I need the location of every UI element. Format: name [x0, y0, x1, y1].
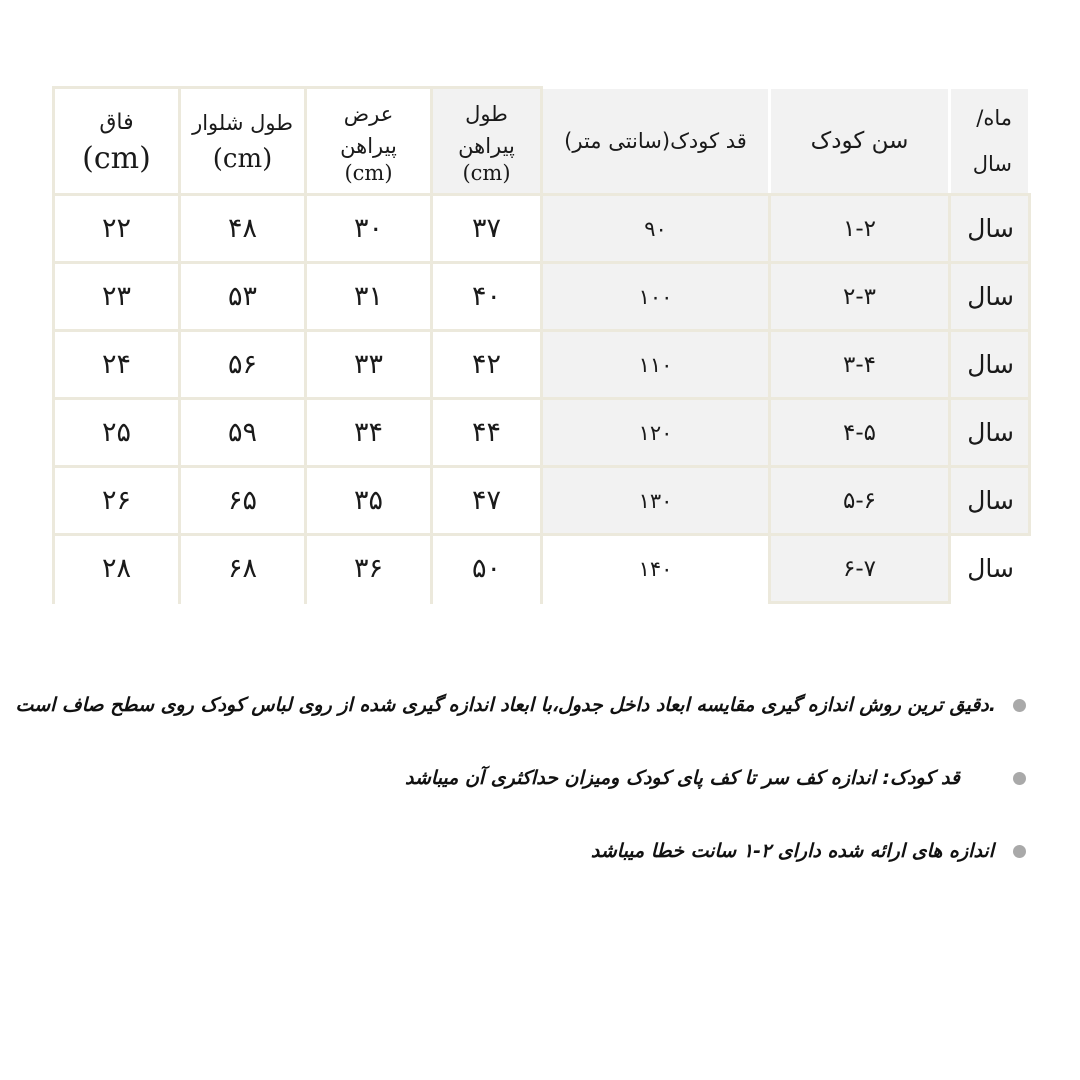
cell-age: ۴-۵: [770, 399, 950, 467]
bullet-icon: [1013, 699, 1026, 712]
cell-unit: سال: [950, 399, 1030, 467]
cell-inseam: ۲۴: [54, 331, 180, 399]
cell-shirt-length: ۴۲: [432, 331, 542, 399]
header-shirt-width-label1: عرض: [343, 102, 394, 126]
table-row: [54, 535, 1030, 603]
cell-unit: سال: [950, 331, 1030, 399]
cell-age: ۶-۷: [770, 535, 950, 603]
cell-inseam: ۲۸: [54, 535, 180, 603]
table-row: [54, 331, 1030, 399]
cell-age: ۳-۴: [770, 331, 950, 399]
header-pants-length-unit: (cm): [212, 144, 273, 174]
cell-height: ۱۴۰: [542, 535, 770, 603]
cell-shirt-length: ۵۰: [432, 535, 542, 603]
cell-pants-length: ۴۸: [180, 195, 306, 263]
cell-unit: سال: [950, 535, 1030, 603]
cell-shirt-length: ۴۷: [432, 467, 542, 535]
table-row: [54, 195, 1030, 263]
cell-age: ۵-۶: [770, 467, 950, 535]
header-year-label: سال: [972, 152, 1012, 176]
cell-inseam: ۲۶: [54, 467, 180, 535]
cell-shirt-length: ۳۷: [432, 195, 542, 263]
cell-shirt-length: ۴۰: [432, 263, 542, 331]
header-inseam-unit: (cm): [82, 141, 151, 176]
header-age-label: سن کودک: [810, 128, 909, 154]
header-inseam: [54, 88, 180, 195]
cell-shirt-length: ۴۴: [432, 399, 542, 467]
header-shirt-length-label1: طول: [465, 102, 508, 126]
header-shirt-length: [432, 88, 542, 195]
cell-height: ۱۰۰: [542, 263, 770, 331]
header-height: [542, 88, 770, 195]
cell-shirt-width: ۳۶: [306, 535, 432, 603]
header-inseam-label: فاق: [99, 110, 134, 135]
cell-pants-length: ۵۳: [180, 263, 306, 331]
cell-height: ۹۰: [542, 195, 770, 263]
cell-inseam: ۲۲: [54, 195, 180, 263]
cell-pants-length: ۶۵: [180, 467, 306, 535]
note-text: .دقیق ترین روش اندازه گیری مقایسه ابعاد داخل جدول،با ابعاد اندازه گیری شده از روی لباس کودک روی سطح صاف است: [15, 694, 996, 716]
cell-height: ۱۱۰: [542, 331, 770, 399]
note-item: [15, 690, 1030, 720]
note-item: [50, 763, 1030, 793]
bullet-icon: [1013, 772, 1026, 785]
header-age: [770, 88, 950, 195]
cell-unit: سال: [950, 195, 1030, 263]
note-item: [50, 836, 1030, 866]
header-shirt-length-unit: (cm): [462, 161, 511, 185]
cell-shirt-width: ۳۳: [306, 331, 432, 399]
cell-pants-length: ۵۹: [180, 399, 306, 467]
cell-pants-length: ۵۶: [180, 331, 306, 399]
table-header-row: [54, 88, 1030, 195]
note-text: اندازه های ارائه شده دارای ۲-۱ سانت خطا میباشد: [590, 840, 994, 862]
cell-shirt-width: ۳۱: [306, 263, 432, 331]
header-month-label: ماه/: [976, 106, 1012, 130]
header-shirt-length-label2: پیراهن: [458, 134, 515, 158]
table-row: [54, 399, 1030, 467]
header-pants-length: [180, 88, 306, 195]
notes-list: [15, 690, 1030, 866]
table-row: [54, 263, 1030, 331]
bullet-icon: [1013, 845, 1026, 858]
header-shirt-width: [306, 88, 432, 195]
cell-shirt-width: ۳۵: [306, 467, 432, 535]
cell-shirt-width: ۳۴: [306, 399, 432, 467]
header-shirt-width-unit: (cm): [344, 161, 393, 185]
cell-pants-length: ۶۸: [180, 535, 306, 603]
cell-age: ۱-۲: [770, 195, 950, 263]
cell-unit: سال: [950, 467, 1030, 535]
header-shirt-width-label2: پیراهن: [340, 134, 397, 158]
cell-unit: سال: [950, 263, 1030, 331]
header-pants-length-label: طول شلوار: [192, 111, 293, 135]
header-height-label: قد کودک(سانتی متر): [564, 129, 747, 153]
cell-shirt-width: ۳۰: [306, 195, 432, 263]
cell-height: ۱۳۰: [542, 467, 770, 535]
note-text: قد کودک: اندازه کف سر تا کف پای کودک ومیزان حداکثری آن میباشد: [405, 767, 960, 789]
header-month-year: [950, 88, 1030, 195]
size-table: [52, 86, 1031, 604]
cell-inseam: ۲۳: [54, 263, 180, 331]
cell-age: ۲-۳: [770, 263, 950, 331]
cell-inseam: ۲۵: [54, 399, 180, 467]
cell-height: ۱۲۰: [542, 399, 770, 467]
table-row: [54, 467, 1030, 535]
